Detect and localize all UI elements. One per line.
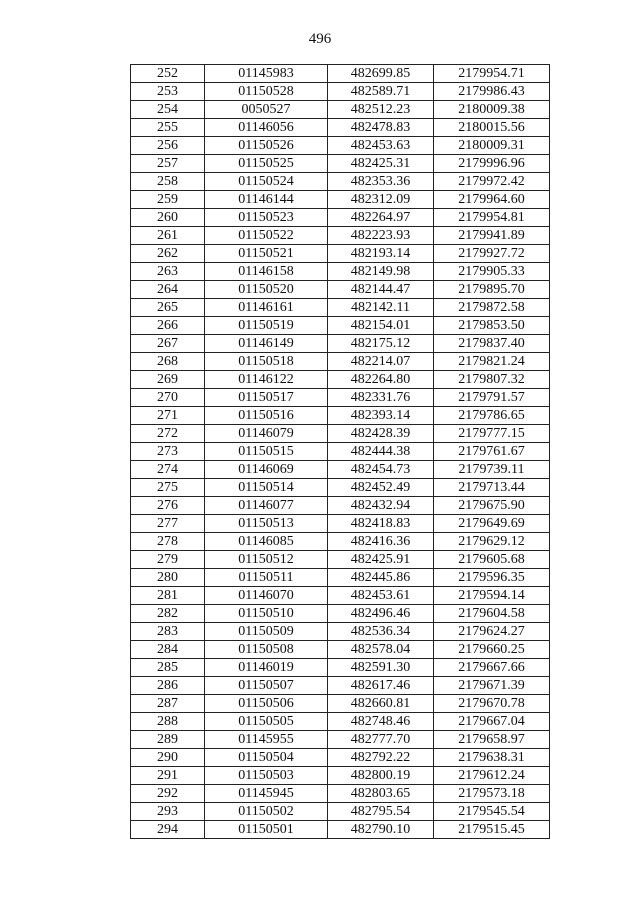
x-coordinate-cell: 482660.81 [328, 695, 434, 713]
table-row [131, 785, 550, 803]
point-number-cell: 253 [131, 83, 205, 101]
table-row [131, 587, 550, 605]
x-coordinate-cell: 482264.97 [328, 209, 434, 227]
table-row [131, 353, 550, 371]
x-coordinate-cell: 482453.63 [328, 137, 434, 155]
point-id-cell: 01146161 [205, 299, 328, 317]
coordinates-table-body [131, 65, 550, 839]
point-number-cell: 256 [131, 137, 205, 155]
point-id-cell: 01146069 [205, 461, 328, 479]
x-coordinate-cell: 482428.39 [328, 425, 434, 443]
point-number-cell: 265 [131, 299, 205, 317]
table-row [131, 641, 550, 659]
point-id-cell: 01145955 [205, 731, 328, 749]
point-number-cell: 284 [131, 641, 205, 659]
y-coordinate-cell: 2179624.27 [434, 623, 550, 641]
y-coordinate-cell: 2179964.60 [434, 191, 550, 209]
point-number-cell: 275 [131, 479, 205, 497]
y-coordinate-cell: 2179638.31 [434, 749, 550, 767]
y-coordinate-cell: 2179786.65 [434, 407, 550, 425]
point-number-cell: 267 [131, 335, 205, 353]
table-row [131, 443, 550, 461]
table-row [131, 749, 550, 767]
x-coordinate-cell: 482264.80 [328, 371, 434, 389]
point-id-cell: 01150506 [205, 695, 328, 713]
x-coordinate-cell: 482496.46 [328, 605, 434, 623]
x-coordinate-cell: 482425.31 [328, 155, 434, 173]
x-coordinate-cell: 482432.94 [328, 497, 434, 515]
point-id-cell: 01150507 [205, 677, 328, 695]
point-number-cell: 288 [131, 713, 205, 731]
coordinates-table [130, 64, 550, 839]
y-coordinate-cell: 2179821.24 [434, 353, 550, 371]
y-coordinate-cell: 2180015.56 [434, 119, 550, 137]
point-number-cell: 276 [131, 497, 205, 515]
table-row [131, 389, 550, 407]
point-id-cell: 01150504 [205, 749, 328, 767]
table-row [131, 227, 550, 245]
point-number-cell: 269 [131, 371, 205, 389]
point-id-cell: 01150520 [205, 281, 328, 299]
y-coordinate-cell: 2179545.54 [434, 803, 550, 821]
table-row [131, 137, 550, 155]
point-number-cell: 291 [131, 767, 205, 785]
x-coordinate-cell: 482416.36 [328, 533, 434, 551]
table-row [131, 623, 550, 641]
y-coordinate-cell: 2179671.39 [434, 677, 550, 695]
y-coordinate-cell: 2179777.15 [434, 425, 550, 443]
table-row [131, 731, 550, 749]
y-coordinate-cell: 2179807.32 [434, 371, 550, 389]
point-number-cell: 294 [131, 821, 205, 839]
point-id-cell: 01150515 [205, 443, 328, 461]
point-id-cell: 01150519 [205, 317, 328, 335]
y-coordinate-cell: 2180009.31 [434, 137, 550, 155]
x-coordinate-cell: 482142.11 [328, 299, 434, 317]
point-number-cell: 273 [131, 443, 205, 461]
y-coordinate-cell: 2179905.33 [434, 263, 550, 281]
point-id-cell: 01150528 [205, 83, 328, 101]
x-coordinate-cell: 482478.83 [328, 119, 434, 137]
table-row [131, 317, 550, 335]
point-number-cell: 262 [131, 245, 205, 263]
y-coordinate-cell: 2179675.90 [434, 497, 550, 515]
y-coordinate-cell: 2179954.81 [434, 209, 550, 227]
y-coordinate-cell: 2179837.40 [434, 335, 550, 353]
x-coordinate-cell: 482591.30 [328, 659, 434, 677]
point-number-cell: 292 [131, 785, 205, 803]
y-coordinate-cell: 2179895.70 [434, 281, 550, 299]
table-row [131, 551, 550, 569]
x-coordinate-cell: 482790.10 [328, 821, 434, 839]
table-row [131, 425, 550, 443]
point-number-cell: 271 [131, 407, 205, 425]
point-id-cell: 0050527 [205, 101, 328, 119]
x-coordinate-cell: 482589.71 [328, 83, 434, 101]
page-number: 496 [308, 31, 332, 47]
point-number-cell: 274 [131, 461, 205, 479]
point-id-cell: 01150502 [205, 803, 328, 821]
x-coordinate-cell: 482454.73 [328, 461, 434, 479]
point-id-cell: 01146079 [205, 425, 328, 443]
x-coordinate-cell: 482193.14 [328, 245, 434, 263]
x-coordinate-cell: 482792.22 [328, 749, 434, 767]
point-number-cell: 293 [131, 803, 205, 821]
point-id-cell: 01150526 [205, 137, 328, 155]
y-coordinate-cell: 2179605.68 [434, 551, 550, 569]
point-number-cell: 289 [131, 731, 205, 749]
x-coordinate-cell: 482803.65 [328, 785, 434, 803]
x-coordinate-cell: 482149.98 [328, 263, 434, 281]
table-row [131, 659, 550, 677]
table-row [131, 65, 550, 83]
point-id-cell: 01150514 [205, 479, 328, 497]
table-row [131, 713, 550, 731]
x-coordinate-cell: 482418.83 [328, 515, 434, 533]
y-coordinate-cell: 2179515.45 [434, 821, 550, 839]
point-number-cell: 268 [131, 353, 205, 371]
point-id-cell: 01150501 [205, 821, 328, 839]
table-row [131, 515, 550, 533]
table-row [131, 695, 550, 713]
point-number-cell: 290 [131, 749, 205, 767]
x-coordinate-cell: 482425.91 [328, 551, 434, 569]
point-id-cell: 01150516 [205, 407, 328, 425]
table-row [131, 209, 550, 227]
x-coordinate-cell: 482444.38 [328, 443, 434, 461]
table-row [131, 173, 550, 191]
table-row [131, 371, 550, 389]
point-number-cell: 260 [131, 209, 205, 227]
x-coordinate-cell: 482331.76 [328, 389, 434, 407]
y-coordinate-cell: 2179996.96 [434, 155, 550, 173]
point-number-cell: 264 [131, 281, 205, 299]
point-id-cell: 01146019 [205, 659, 328, 677]
y-coordinate-cell: 2179791.57 [434, 389, 550, 407]
point-number-cell: 286 [131, 677, 205, 695]
table-row [131, 299, 550, 317]
x-coordinate-cell: 482445.86 [328, 569, 434, 587]
point-number-cell: 254 [131, 101, 205, 119]
point-number-cell: 285 [131, 659, 205, 677]
point-id-cell: 01150518 [205, 353, 328, 371]
point-number-cell: 255 [131, 119, 205, 137]
y-coordinate-cell: 2179941.89 [434, 227, 550, 245]
table-row [131, 569, 550, 587]
point-id-cell: 01146122 [205, 371, 328, 389]
x-coordinate-cell: 482699.85 [328, 65, 434, 83]
x-coordinate-cell: 482452.49 [328, 479, 434, 497]
table-row [131, 155, 550, 173]
y-coordinate-cell: 2179612.24 [434, 767, 550, 785]
x-coordinate-cell: 482795.54 [328, 803, 434, 821]
point-number-cell: 270 [131, 389, 205, 407]
x-coordinate-cell: 482214.07 [328, 353, 434, 371]
point-id-cell: 01150517 [205, 389, 328, 407]
table-row [131, 191, 550, 209]
table-row [131, 83, 550, 101]
table-row [131, 767, 550, 785]
point-number-cell: 282 [131, 605, 205, 623]
y-coordinate-cell: 2179629.12 [434, 533, 550, 551]
point-id-cell: 01150509 [205, 623, 328, 641]
point-number-cell: 261 [131, 227, 205, 245]
table-row [131, 119, 550, 137]
y-coordinate-cell: 2179972.42 [434, 173, 550, 191]
x-coordinate-cell: 482512.23 [328, 101, 434, 119]
y-coordinate-cell: 2179927.72 [434, 245, 550, 263]
point-number-cell: 281 [131, 587, 205, 605]
point-number-cell: 272 [131, 425, 205, 443]
y-coordinate-cell: 2179573.18 [434, 785, 550, 803]
point-number-cell: 259 [131, 191, 205, 209]
point-id-cell: 01150503 [205, 767, 328, 785]
table-row [131, 407, 550, 425]
point-id-cell: 01150524 [205, 173, 328, 191]
point-id-cell: 01150525 [205, 155, 328, 173]
x-coordinate-cell: 482748.46 [328, 713, 434, 731]
y-coordinate-cell: 2179853.50 [434, 317, 550, 335]
y-coordinate-cell: 2179667.04 [434, 713, 550, 731]
point-id-cell: 01146085 [205, 533, 328, 551]
point-id-cell: 01146149 [205, 335, 328, 353]
x-coordinate-cell: 482777.70 [328, 731, 434, 749]
table-row [131, 281, 550, 299]
point-number-cell: 287 [131, 695, 205, 713]
x-coordinate-cell: 482393.14 [328, 407, 434, 425]
point-number-cell: 258 [131, 173, 205, 191]
y-coordinate-cell: 2179713.44 [434, 479, 550, 497]
point-id-cell: 01150522 [205, 227, 328, 245]
point-number-cell: 280 [131, 569, 205, 587]
point-id-cell: 01150513 [205, 515, 328, 533]
y-coordinate-cell: 2179594.14 [434, 587, 550, 605]
point-id-cell: 01145983 [205, 65, 328, 83]
x-coordinate-cell: 482175.12 [328, 335, 434, 353]
table-row [131, 821, 550, 839]
point-id-cell: 01150508 [205, 641, 328, 659]
y-coordinate-cell: 2179649.69 [434, 515, 550, 533]
table-row [131, 461, 550, 479]
point-id-cell: 01145945 [205, 785, 328, 803]
x-coordinate-cell: 482223.93 [328, 227, 434, 245]
point-number-cell: 257 [131, 155, 205, 173]
y-coordinate-cell: 2180009.38 [434, 101, 550, 119]
table-row [131, 245, 550, 263]
point-id-cell: 01150505 [205, 713, 328, 731]
point-number-cell: 283 [131, 623, 205, 641]
table-row [131, 677, 550, 695]
point-id-cell: 01146144 [205, 191, 328, 209]
table-row [131, 497, 550, 515]
x-coordinate-cell: 482617.46 [328, 677, 434, 695]
y-coordinate-cell: 2179761.67 [434, 443, 550, 461]
y-coordinate-cell: 2179667.66 [434, 659, 550, 677]
table-row [131, 533, 550, 551]
y-coordinate-cell: 2179872.58 [434, 299, 550, 317]
x-coordinate-cell: 482536.34 [328, 623, 434, 641]
y-coordinate-cell: 2179596.35 [434, 569, 550, 587]
point-id-cell: 01146070 [205, 587, 328, 605]
y-coordinate-cell: 2179670.78 [434, 695, 550, 713]
y-coordinate-cell: 2179739.11 [434, 461, 550, 479]
point-id-cell: 01150521 [205, 245, 328, 263]
x-coordinate-cell: 482800.19 [328, 767, 434, 785]
x-coordinate-cell: 482144.47 [328, 281, 434, 299]
y-coordinate-cell: 2179604.58 [434, 605, 550, 623]
point-id-cell: 01146158 [205, 263, 328, 281]
table-row [131, 101, 550, 119]
point-id-cell: 01146056 [205, 119, 328, 137]
point-id-cell: 01146077 [205, 497, 328, 515]
point-number-cell: 252 [131, 65, 205, 83]
point-id-cell: 01150510 [205, 605, 328, 623]
point-id-cell: 01150512 [205, 551, 328, 569]
point-number-cell: 277 [131, 515, 205, 533]
table-row [131, 803, 550, 821]
y-coordinate-cell: 2179986.43 [434, 83, 550, 101]
x-coordinate-cell: 482312.09 [328, 191, 434, 209]
x-coordinate-cell: 482453.61 [328, 587, 434, 605]
y-coordinate-cell: 2179660.25 [434, 641, 550, 659]
point-id-cell: 01150523 [205, 209, 328, 227]
table-row [131, 479, 550, 497]
point-id-cell: 01150511 [205, 569, 328, 587]
x-coordinate-cell: 482353.36 [328, 173, 434, 191]
table-row [131, 263, 550, 281]
y-coordinate-cell: 2179658.97 [434, 731, 550, 749]
x-coordinate-cell: 482154.01 [328, 317, 434, 335]
point-number-cell: 263 [131, 263, 205, 281]
table-row [131, 335, 550, 353]
y-coordinate-cell: 2179954.71 [434, 65, 550, 83]
point-number-cell: 278 [131, 533, 205, 551]
point-number-cell: 279 [131, 551, 205, 569]
table-row [131, 605, 550, 623]
point-number-cell: 266 [131, 317, 205, 335]
x-coordinate-cell: 482578.04 [328, 641, 434, 659]
